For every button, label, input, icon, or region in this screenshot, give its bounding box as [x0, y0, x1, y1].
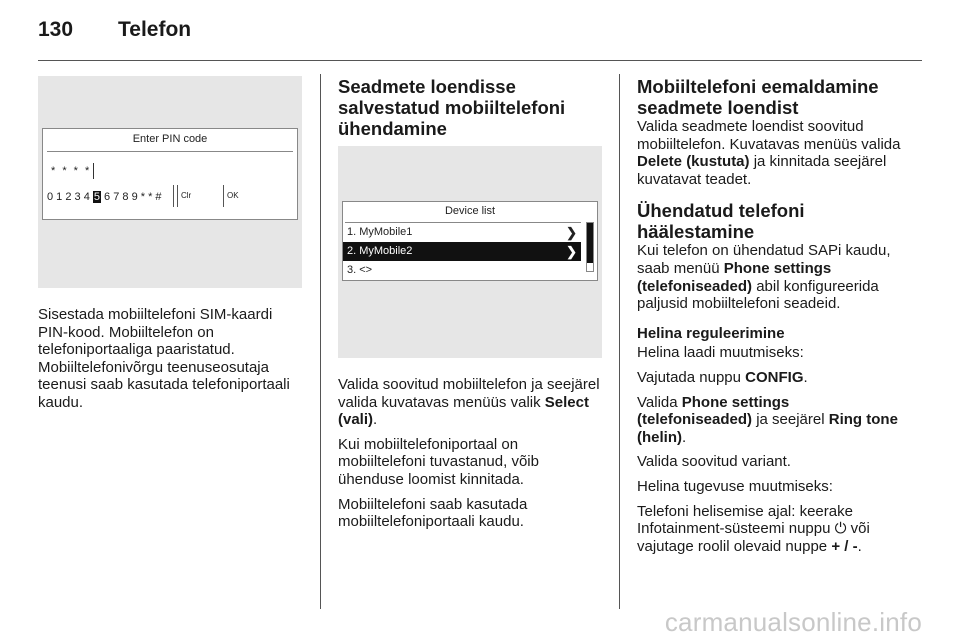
col3-paragraph-1: Valida seadmete loendist soovitud mobiiltelefon. Kuvatavas menüüs valida Delete (kustuta) ja kinnitada seejärel kuvatavat teadet.: [637, 118, 901, 188]
device-list-item-selected: 2. MyMobile2 ❯: [343, 242, 581, 261]
col3-heading-1: Mobiiltelefoni eemaldamine seadmete loendist: [637, 76, 879, 118]
chevron-right-icon: ❯: [566, 225, 577, 240]
column-1-text: [38, 306, 300, 419]
col2-paragraph-2: Kui mobiiltelefoniportaal on mobiiltelefoni tuvastanud, võib ühenduse loomist kinnitada.: [338, 435, 539, 488]
column-2: [338, 76, 600, 139]
pin-title-separator: [47, 151, 293, 152]
col3-subheading: Helina reguleerimine: [637, 324, 785, 342]
pin-cursor: [93, 163, 94, 179]
pin-divider-bar: [173, 185, 174, 207]
power-knob-icon: ⏻: [834, 520, 847, 538]
col3-paragraph-3: Helina laadi muutmiseks:: [637, 344, 804, 362]
device-list-title: Device list: [444, 205, 496, 217]
column-3: [637, 76, 905, 562]
col2-paragraph-3: Mobiiltelefoni saab kasutada mobiiltelefoniportaali kaudu.: [338, 495, 528, 531]
col2-heading: Seadmete loendisse salvestatud mobiiltelefoni ühendamine: [338, 76, 566, 139]
col3-paragraph-4: Vajutada nuppu CONFIG.: [637, 368, 808, 386]
page-header: [38, 18, 191, 48]
pin-lcd: [42, 128, 298, 220]
pin-digits-after: 6 7 8 9 * * #: [101, 191, 162, 203]
pin-digit-row: [47, 191, 162, 203]
column-2-text: [338, 376, 600, 538]
column-divider-2: [619, 74, 620, 609]
chevron-right-icon: ❯: [566, 244, 577, 259]
scrollbar-thumb: [587, 223, 593, 263]
device-list-lcd: [342, 201, 598, 281]
col3-paragraph-7: Helina tugevuse muutmiseks:: [637, 477, 833, 495]
device-list-item: 1. MyMobile1 ❯: [347, 225, 577, 240]
pin-screen-title: Enter PIN code: [132, 133, 208, 145]
pin-digit-selected: 5: [93, 191, 100, 203]
header-rule: [38, 60, 922, 61]
col3-paragraph-6: Valida soovitud variant.: [637, 453, 791, 471]
device-list-scrollbar: [586, 222, 594, 272]
page-section-title: Telefon: [118, 18, 192, 41]
device-list-item: 3. <>: [347, 264, 373, 276]
pin-entry-field: [51, 163, 94, 179]
pin-entry-mask: * * * *: [51, 164, 92, 177]
col3-heading-2: Ühendatud telefoni häälestamine: [637, 200, 805, 243]
col1-paragraph: Sisestada mobiiltelefoni SIM-kaardi PIN-kood. Mobiiltelefon on telefoniportaaliga paaristatud. Mobiiltelefonivõrgu teenuseosutaja teenusi saab kasutada telefoniportaali kaudu.: [38, 306, 290, 411]
col3-paragraph-2: Kui telefon on ühendatud SAPi kaudu, saab menüü Phone settings (telefoniseaded) abil konfigureerida paljusid mobiiltelefoni seadeid.: [637, 242, 891, 313]
pin-screen-illustration: [38, 76, 302, 288]
page-number: 130: [38, 18, 74, 41]
pin-ok-key: OK: [227, 191, 239, 200]
pin-digits-before: 0 1 2 3 4: [47, 191, 93, 203]
column-divider-1: [320, 74, 321, 609]
watermark: carmanualsonline.info: [664, 607, 922, 637]
pin-divider-bar: [223, 185, 224, 207]
pin-clear-key: Clr: [181, 191, 192, 200]
col3-paragraph-5: Valida Phone settings (telefoniseaded) ja seejärel Ring tone (helin).: [637, 393, 898, 446]
col2-paragraph-1: Valida soovitud mobiiltelefon ja seejärel valida kuvatavas menüüs valik Select (vali).: [338, 376, 600, 429]
device-list-illustration: [338, 146, 602, 358]
pin-divider-bar: [177, 185, 178, 207]
col3-paragraph-8: Telefoni helisemise ajal: keerake Infotainment-süsteemi nuppu ⏻ või vajutage roolil olevaid nuppe + / -.: [637, 502, 870, 555]
